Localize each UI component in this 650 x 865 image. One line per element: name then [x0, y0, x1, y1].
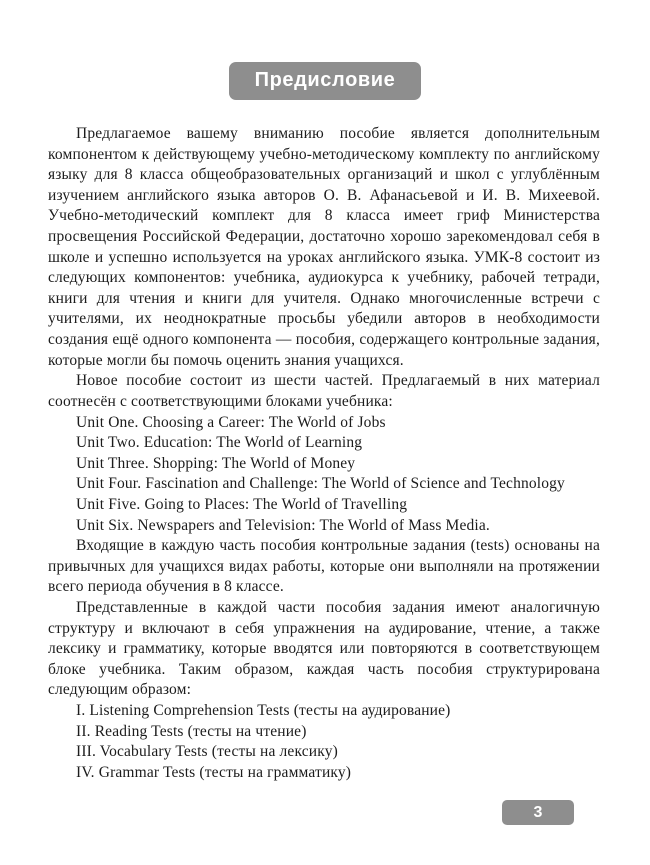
test-item: I. Listening Comprehension Tests (тесты на аудирование) [76, 702, 451, 720]
test-list [48, 701, 600, 783]
paragraph-task-structure: Представленные в каждой части пособия задания имеют аналогичную структуру и включают в себя упражнения на аудирование, чтение, а также лексику и грамматику, которые вводятся или повторяются в соответствующем блоке учебника. Таким образом, каждая часть пособия структурирована следующим образом: [48, 599, 600, 699]
page-number: 3 [533, 803, 543, 821]
paragraph-structure: Новое пособие состоит из шести частей. Предлагаемый в них материал соотнесён с соответствующими блоками учебника: [48, 372, 600, 410]
test-item: IV. Grammar Tests (тесты на грамматику) [76, 763, 352, 781]
unit-list [48, 413, 600, 537]
unit-item: Unit Two. Education: The World of Learning [76, 434, 363, 452]
unit-item: Unit Four. Fascination and Challenge: The World of Science and Technology [76, 475, 565, 493]
unit-item: Unit Three. Shopping: The World of Money [76, 454, 356, 472]
unit-item: Unit Five. Going to Places: The World of Travelling [76, 495, 408, 513]
preface-title-badge [229, 62, 422, 100]
paragraph-intro: Предлагаемое вашему вниманию пособие является дополнительным компонентом к действующему учебно-методическому комплекту по английскому языку для 8 класса общеобразовательных организаций и школ с углублённым изучением английского языка авторов О. В. Афанасьевой и И. В. Михеевой. Учебно-методический комплект для 8 класса имеет гриф Министерства просвещения Российской Федерации, достаточно хорошо зарекомендовал себя в школе и успешно используется на уроках английского языка. УМК-8 состоит из следующих компонентов: учебника, аудиокурса к учебнику, рабочей тетради, книги для чтения и книги для учителя. Однако многочисленные встречи с учителями, их неоднократные просьбы убедили авторов в необходимости создания ещё одного компонента — пособия, содержащего контрольные задания, которые могли бы помочь оценить знания учащихся. [48, 125, 600, 369]
page-number-badge [502, 800, 574, 825]
preface-text [0, 124, 650, 784]
test-item: II. Reading Tests (тесты на чтение) [76, 722, 307, 740]
paragraph-tests-intro: Входящие в каждую часть пособия контрольные задания (tests) основаны на привычных для учащихся видах работы, которые они выполняли на протяжении всего периода обучения в 8 классе. [48, 537, 600, 596]
unit-item: Unit One. Choosing a Career: The World of Jobs [76, 413, 386, 431]
test-item: III. Vocabulary Tests (тесты на лексику) [76, 743, 338, 761]
unit-item: Unit Six. Newspapers and Television: The World of Mass Media. [76, 516, 490, 534]
preface-title: Предисловие [254, 69, 396, 91]
